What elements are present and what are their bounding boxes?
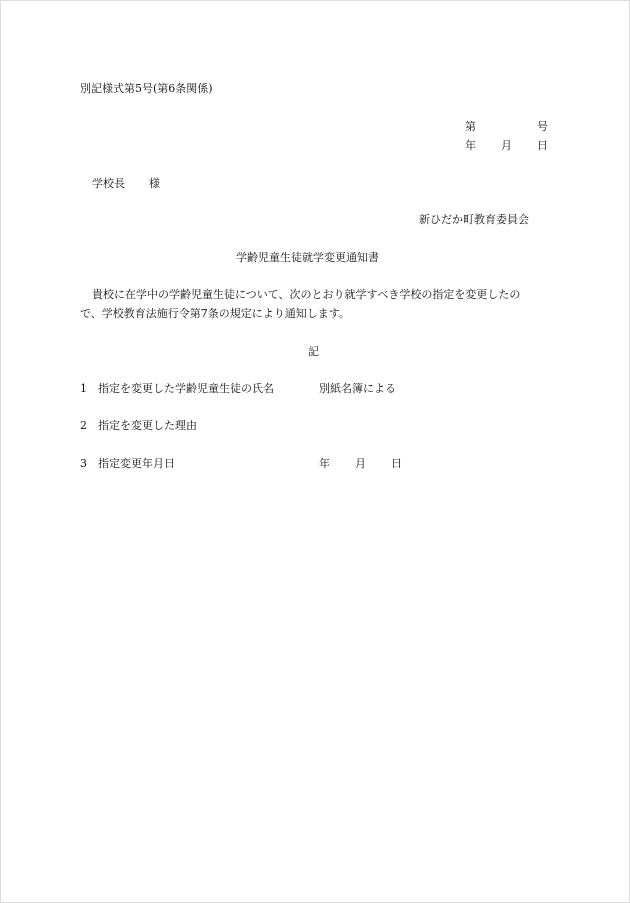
date-year: 年 — [465, 139, 476, 152]
item-3-number: 3 — [80, 457, 87, 470]
item-3-label: 指定変更年月日 — [98, 457, 175, 470]
date-day: 日 — [537, 139, 548, 152]
date-month: 月 — [501, 139, 512, 152]
item-3-day: 日 — [391, 457, 402, 470]
ki-heading: 記 — [308, 345, 319, 358]
reference-dai: 第 — [465, 120, 476, 133]
item-2-label: 指定を変更した理由 — [98, 419, 197, 432]
reference-go: 号 — [537, 120, 548, 133]
item-3-month: 月 — [355, 457, 366, 470]
form-label: 別記様式第5号(第6条関係) — [80, 82, 213, 95]
item-3-year: 年 — [319, 457, 330, 470]
item-1-value: 別紙名簿による — [319, 382, 396, 395]
item-1-number: 1 — [80, 382, 87, 395]
body-line-1: 貴校に在学中の学齢児童生徒について、次のとおり就学すべき学校の指定を変更したの — [92, 288, 521, 301]
addressee-name: 学校長 — [92, 177, 125, 190]
body-line-2: で、学校教育法施行令第7条の規定により通知します。 — [80, 307, 350, 320]
sender: 新ひだか町教育委員会 — [419, 213, 529, 226]
item-1-label: 指定を変更した学齢児童生徒の氏名 — [98, 382, 274, 395]
document-title: 学齢児童生徒就学変更通知書 — [236, 251, 379, 264]
item-2-number: 2 — [80, 419, 87, 432]
addressee-honorific: 様 — [149, 177, 160, 190]
